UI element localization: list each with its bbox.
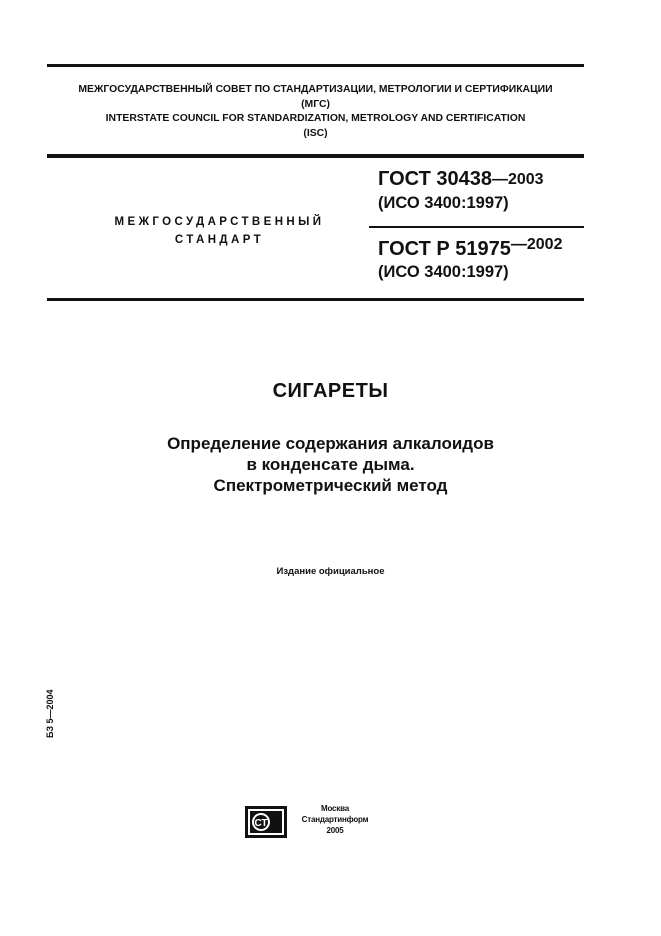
document-title: СИГАРЕТЫ (272, 380, 389, 402)
standartinform-logo-icon (245, 806, 287, 838)
publisher-city: Москва (321, 804, 349, 813)
logo-text: СТ (254, 818, 268, 829)
gost1-iso-reference: (ИСО 3400:1997) (378, 194, 509, 212)
gost2-iso-reference: (ИСО 3400:1997) (378, 263, 509, 281)
publisher-block (300, 803, 370, 836)
council-abbr-ru: (МГС) (301, 98, 330, 110)
subtitle-line1: Определение содержания алкалоидов (167, 434, 494, 453)
bottom-rule (47, 298, 584, 301)
gost1-year: —2003 (491, 171, 544, 188)
side-code: БЗ 5—2004 (45, 689, 55, 738)
top-rule (47, 64, 584, 67)
gost-designation-1 (378, 168, 544, 191)
subtitle-line2: в конденсате дыма. (246, 455, 415, 474)
designation-divider (369, 226, 584, 228)
council-name-en: INTERSTATE COUNCIL FOR STANDARDIZATION, METROLOGY AND CERTIFICATION (105, 113, 526, 124)
gost-designation-2 (378, 238, 562, 261)
publisher-name: Стандартинформ (301, 815, 369, 824)
council-name-ru: МЕЖГОСУДАРСТВЕННЫЙ СОВЕТ ПО СТАНДАРТИЗАЦИИ, МЕТРОЛОГИИ И СЕРТИФИКАЦИИ (78, 84, 553, 95)
gost1-number: ГОСТ 30438 (378, 168, 492, 190)
council-header (47, 83, 584, 141)
edition-label: Издание официальное (276, 566, 385, 577)
council-abbr-en: (ISC) (303, 127, 328, 139)
header-rule (47, 154, 584, 158)
subtitle-line3: Спектрометрический метод (213, 476, 448, 495)
standard-type-line2: СТАНДАРТ (174, 234, 265, 246)
gost2-year: —2002 (510, 236, 563, 253)
standard-type-line1: МЕЖГОСУДАРСТВЕННЫЙ (114, 216, 325, 228)
document-subtitle (0, 433, 661, 496)
publisher-year: 2005 (326, 826, 344, 835)
gost2-number: ГОСТ Р 51975 (378, 238, 511, 260)
standard-type (92, 213, 347, 249)
